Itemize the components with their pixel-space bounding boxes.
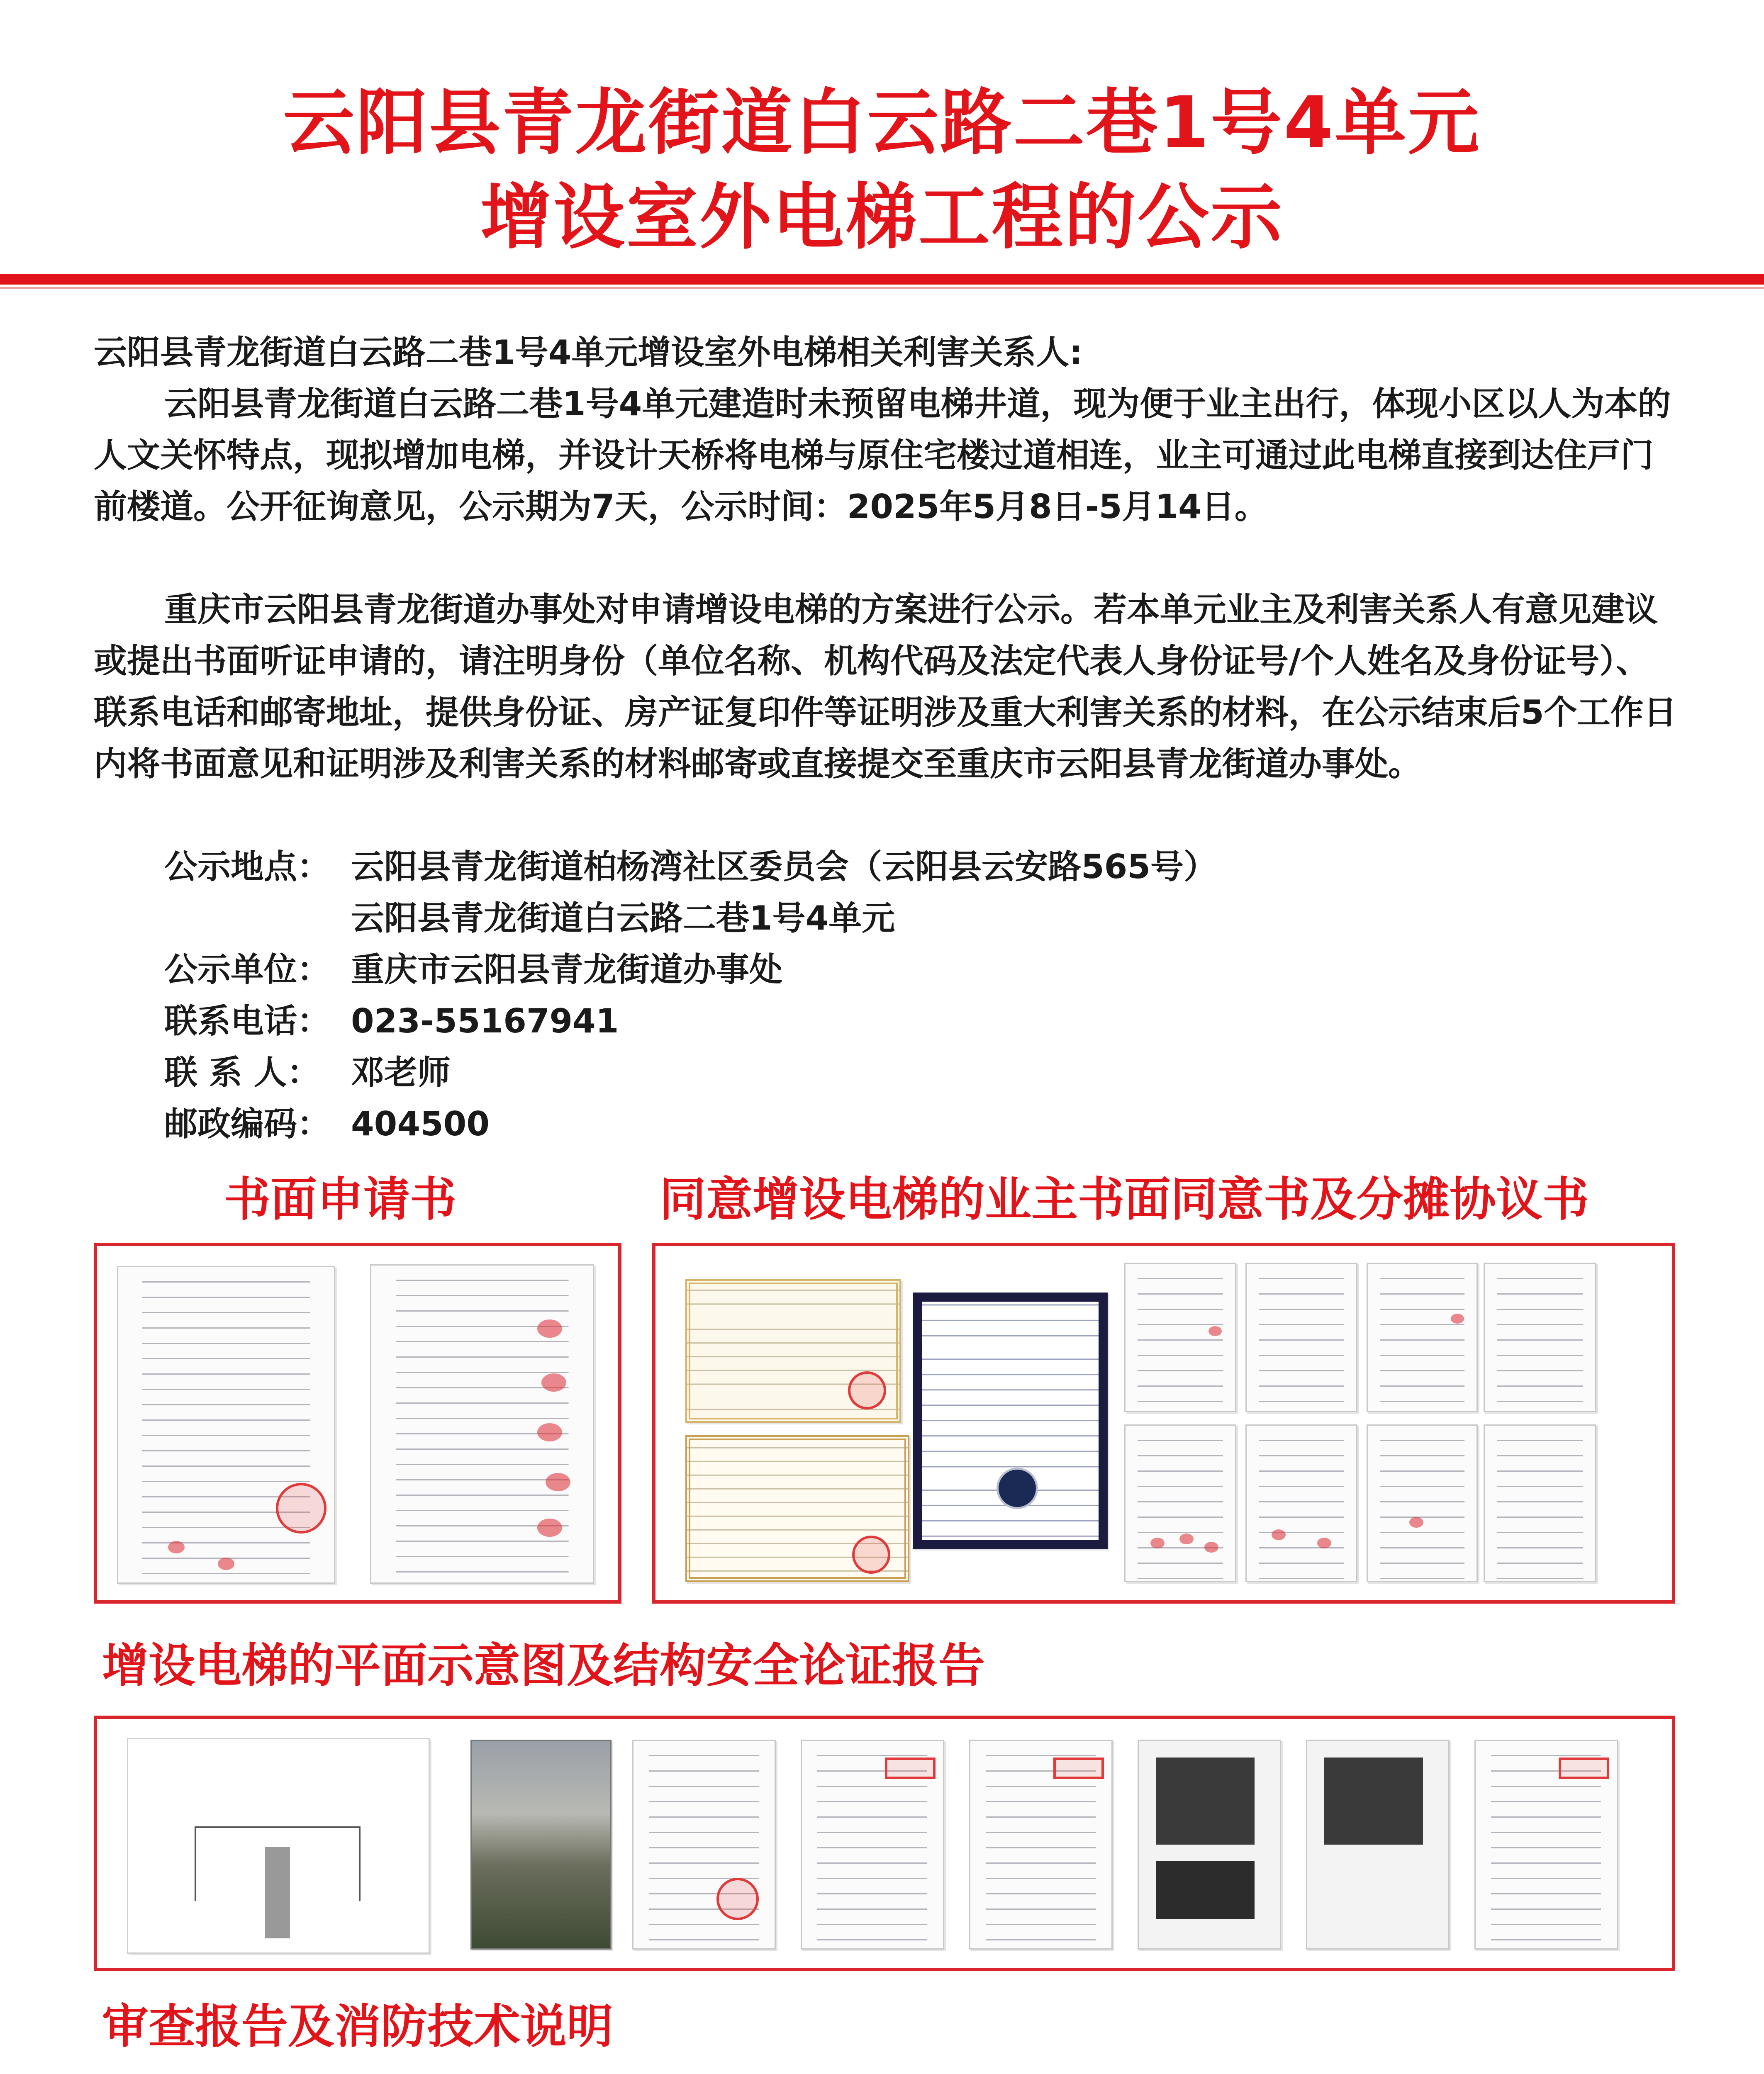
consent-panel xyxy=(652,1243,1675,1604)
structural-report-page-5 xyxy=(1306,1740,1450,1950)
postcode-value: 404500 xyxy=(351,1105,490,1143)
structural-report-page-6 xyxy=(1474,1740,1618,1950)
red-seal-icon xyxy=(852,1536,890,1574)
consent-form-image-1 xyxy=(1124,1263,1236,1412)
title-divider-thin xyxy=(0,287,1764,289)
fingerprint-icon xyxy=(537,1319,562,1338)
fingerprint-icon xyxy=(546,1473,570,1491)
fingerprint-icon xyxy=(541,1373,566,1392)
agreement-image-4 xyxy=(1484,1424,1596,1582)
structural-report-page-3 xyxy=(969,1740,1113,1950)
info-contact xyxy=(164,1047,451,1098)
paragraph-2: 重庆市云阳县青龙街道办事处对申请增设电梯的方案进行公示。若本单元业主及利害关系人有意见建议或提出书面听证申请的，请注明身份（单位名称、机构代码及法定代表人身份证号/个人姓名及身份证号）、联系电话和邮寄地址，提供身份证、房产证复印件等证明涉及重大利害关系的材料，在公示结束后5个工作日内将书面意见和证明涉及利害关系的材料邮寄或直接提交至重庆市云阳县青龙街道办事处。 xyxy=(94,590,1677,783)
fingerprint-icon xyxy=(537,1519,562,1537)
red-seal-icon xyxy=(276,1483,326,1534)
application-letter-image xyxy=(117,1266,335,1584)
fingerprint-icon xyxy=(1272,1529,1286,1540)
agreement-image-2 xyxy=(1245,1424,1357,1582)
red-seal-icon xyxy=(1053,1758,1104,1779)
unit-value: 重庆市云阳县青龙街道办事处 xyxy=(351,950,782,989)
title-divider xyxy=(0,274,1764,285)
business-license-image xyxy=(685,1279,901,1423)
title-line-1: 云阳县青龙街道白云路二巷1号4单元 xyxy=(283,81,1481,164)
contact-value: 邓老师 xyxy=(351,1053,451,1092)
postcode-label: 邮政编码： xyxy=(164,1105,330,1143)
location-label: 公示地点： xyxy=(164,847,330,886)
phone-value: 023-55167941 xyxy=(351,1002,619,1040)
consent-form-image-2 xyxy=(1245,1263,1357,1412)
plan-line xyxy=(359,1826,361,1901)
contact-label: 联 系 人： xyxy=(164,1053,320,1092)
section-title-consent: 同意增设电梯的业主书面同意书及分摊协议书 xyxy=(660,1173,1589,1227)
application-panel xyxy=(94,1243,621,1604)
unit-label: 公示单位： xyxy=(164,950,330,989)
photo-area xyxy=(1156,1758,1255,1845)
business-license-image-2 xyxy=(685,1435,909,1582)
title-line-2: 增设室外电梯工程的公示 xyxy=(480,175,1284,259)
consent-form-image-3 xyxy=(1367,1263,1478,1412)
elevator-shaft-icon xyxy=(265,1847,290,1938)
info-location xyxy=(164,841,1217,893)
section-title-plan: 增设电梯的平面示意图及结构安全论证报告 xyxy=(102,1639,985,1693)
info-location-2: 云阳县青龙街道白云路二巷1号4单元 xyxy=(351,899,895,937)
greeting: 云阳县青龙街道白云路二巷1号4单元增设室外电梯相关利害关系人: xyxy=(94,333,1083,372)
section-title-review: 审查报告及消防技术说明 xyxy=(102,2000,613,2054)
fingerprint-icon xyxy=(1451,1314,1464,1324)
fingerprint-icon xyxy=(1150,1538,1165,1548)
special-equipment-license-image xyxy=(913,1293,1108,1549)
red-seal-icon xyxy=(885,1758,936,1779)
photo-area xyxy=(1156,1861,1255,1919)
plan-line xyxy=(195,1826,196,1901)
info-postcode xyxy=(164,1098,490,1150)
fingerprint-icon xyxy=(537,1423,562,1441)
red-seal-icon xyxy=(1559,1758,1609,1779)
plan-panel xyxy=(94,1716,1675,1971)
info-unit xyxy=(164,944,782,996)
paragraph-1: 云阳县青龙街道白云路二巷1号4单元建造时未预留电梯井道，现为便于业主出行，体现小区以人为本的人文关怀特点，现拟增加电梯，并设计天桥将电梯与原住宅楼过道相连，业主可通过此电梯直接到达住戸门前楼道。公开征询意见，公示期为7天，公示时间：2025年5月8日-5月14日。 xyxy=(94,385,1671,526)
emblem-icon xyxy=(997,1468,1038,1509)
location-value-1: 云阳县青龙街道柏杨湾社区委员会（云阳县云安路565号） xyxy=(351,847,1217,886)
agreement-image-1 xyxy=(1124,1424,1236,1582)
fingerprint-icon xyxy=(1204,1542,1218,1553)
info-phone xyxy=(164,996,619,1047)
application-signature-list-image xyxy=(370,1264,594,1584)
structural-report-page-4 xyxy=(1138,1740,1281,1950)
red-seal-icon xyxy=(716,1878,759,1920)
floor-plan-image xyxy=(127,1738,430,1954)
fingerprint-icon xyxy=(1409,1517,1423,1528)
fingerprint-icon xyxy=(218,1558,234,1570)
fingerprint-icon xyxy=(1317,1538,1331,1548)
agreement-image-3 xyxy=(1367,1424,1478,1582)
red-seal-icon xyxy=(848,1371,886,1409)
structural-report-page-2 xyxy=(801,1740,944,1950)
fingerprint-icon xyxy=(1179,1534,1194,1544)
section-title-application: 书面申请书 xyxy=(224,1173,456,1227)
site-photo-image xyxy=(470,1740,612,1950)
phone-label: 联系电话： xyxy=(164,1002,330,1040)
plan-line xyxy=(195,1826,361,1828)
photo-area xyxy=(1324,1758,1423,1845)
fingerprint-icon xyxy=(1208,1326,1222,1336)
structural-report-page-1 xyxy=(632,1740,776,1950)
fingerprint-icon xyxy=(168,1541,185,1553)
consent-form-image-4 xyxy=(1484,1263,1596,1412)
